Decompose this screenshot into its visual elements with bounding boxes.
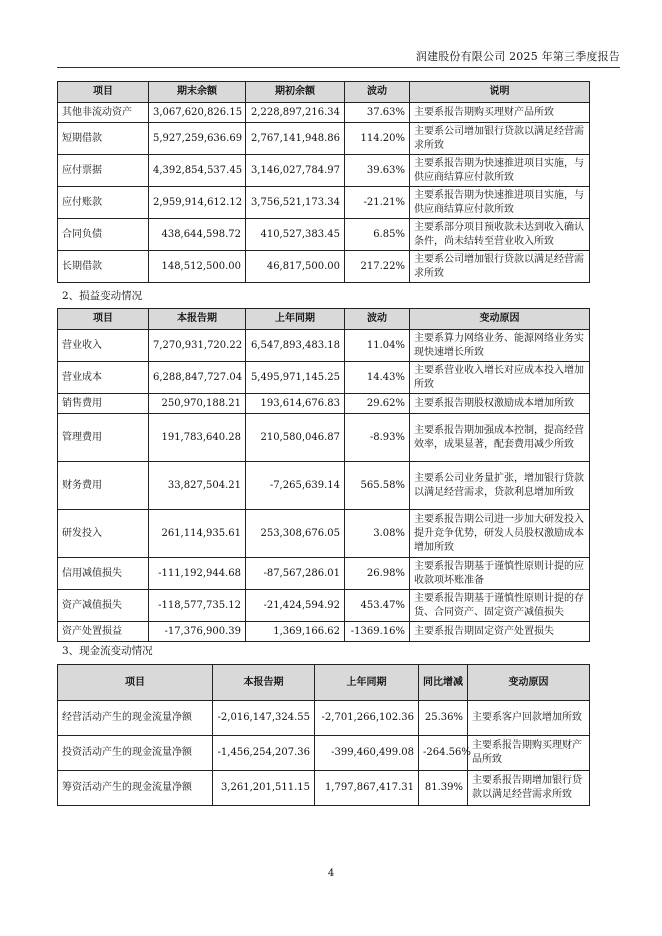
col-header-current-period: 本报告期 [213,665,315,701]
cell-reason: 主要系报告期加强成本控制，提高经营效率，成果显著，配套费用减少所致 [410,414,590,462]
cell-opening: 3,756,521,173.34 [246,187,345,219]
table-row [58,510,590,558]
cell-prior: 6,547,893,483.18 [246,330,345,362]
col-header-item: 项目 [58,82,149,103]
cell-change: 565.58% [345,462,410,510]
col-header-yoy-change: 同比增减 [419,665,468,701]
cell-prior: 253,308,676.05 [246,510,345,558]
cell-current: 7,270,931,720.22 [149,330,246,362]
cell-current: -1,456,254,207.36 [213,736,315,771]
cell-opening: 46,817,500.00 [246,251,345,283]
cell-prior: -2,701,266,102.36 [315,701,419,736]
cell-item: 长期借款 [58,251,149,283]
cell-prior: -7,265,639.14 [246,462,345,510]
cell-reason: 主要系报告期购买理财产品所致 [468,736,590,771]
header-rule [57,67,620,68]
cell-ending: 5,927,259,636.69 [149,123,246,155]
cell-current: 250,970,188.21 [149,394,246,414]
cell-change: 6.85% [345,219,410,251]
cell-reason: 主要系报告期基于谨慎性原则计提的应收款项坏账准备 [410,558,590,590]
cell-note: 主要系报告期为快速推进项目实施，与供应商结算应付款所致 [410,155,590,187]
table-header-row [58,665,590,701]
cell-opening: 2,228,897,216.34 [246,103,345,123]
table-header-row [58,82,590,103]
cell-reason: 主要系报告期股权激励成本增加所致 [410,394,590,414]
cell-note: 主要系报告期购买理财产品所致 [410,103,590,123]
cell-prior: 1,369,166.62 [246,622,345,642]
cell-item: 营业成本 [58,362,149,394]
page-number: 4 [327,868,335,879]
table-row [58,414,590,462]
cell-reason: 主要系报告期固定资产处置损失 [410,622,590,642]
cell-change: -1369.16% [345,622,410,642]
cell-item: 营业收入 [58,330,149,362]
table-row [58,219,590,251]
cell-change: 453.47% [345,590,410,622]
cell-change: -8.93% [345,414,410,462]
cell-item: 资产减值损失 [58,590,149,622]
table-row [58,771,590,806]
table-row [58,187,590,219]
cell-current: 191,783,640.28 [149,414,246,462]
col-header-item: 项目 [58,665,213,701]
cell-change: 37.63% [345,103,410,123]
cell-item: 信用减值损失 [58,558,149,590]
col-header-current-period: 本报告期 [149,309,246,330]
cell-reason: 主要系客户回款增加所致 [468,701,590,736]
table-row [58,330,590,362]
cell-item: 其他非流动资产 [58,103,149,123]
cell-current: -111,192,944.68 [149,558,246,590]
cell-ending: 3,067,620,826.15 [149,103,246,123]
cell-ending: 438,644,598.72 [149,219,246,251]
col-header-change: 波动 [345,82,410,103]
table-row [58,590,590,622]
cell-item: 应付票据 [58,155,149,187]
col-header-reason: 变动原因 [410,309,590,330]
cell-item: 短期借款 [58,123,149,155]
table-header-row [58,309,590,330]
table-row [58,558,590,590]
col-header-prior-period: 上年同期 [315,665,419,701]
cell-item: 筹资活动产生的现金流量净额 [58,771,213,806]
cell-reason: 主要系营业收入增长对应成本投入增加所致 [410,362,590,394]
cell-reason: 主要系算力网络业务、能源网络业务实现快速增长所致 [410,330,590,362]
table-row [58,155,590,187]
cell-opening: 2,767,141,948.86 [246,123,345,155]
table-row [58,394,590,414]
cell-prior: -399,460,499.08 [315,736,419,771]
cell-item: 经营活动产生的现金流量净额 [58,701,213,736]
cell-change: 217.22% [345,251,410,283]
cashflow-change-table [57,664,590,806]
cell-current: -118,577,735.12 [149,590,246,622]
cell-prior: 5,495,971,145.25 [246,362,345,394]
section-title-income: 2、损益变动情况 [62,290,143,302]
table-row [58,103,590,123]
cell-prior: -21,424,594.92 [246,590,345,622]
cell-change: 39.63% [345,155,410,187]
table-row [58,462,590,510]
cell-ending: 4,392,854,537.45 [149,155,246,187]
col-header-opening-balance: 期初余额 [246,82,345,103]
cell-change: 114.20% [345,123,410,155]
cell-prior: -87,567,286.01 [246,558,345,590]
section-title-cashflow: 3、现金流变动情况 [62,645,153,657]
cell-change: 81.39% [419,771,468,806]
table-row [58,701,590,736]
table-row [58,736,590,771]
cell-prior: 1,797,867,417.31 [315,771,419,806]
cell-reason: 主要系报告期增加银行贷款以满足经营需求所致 [468,771,590,806]
cell-current: 3,261,201,511.15 [213,771,315,806]
table-row [58,622,590,642]
cell-item: 销售费用 [58,394,149,414]
cell-opening: 3,146,027,784.97 [246,155,345,187]
cell-current: -2,016,147,324.55 [213,701,315,736]
cell-current: 261,114,935.61 [149,510,246,558]
table-row [58,251,590,283]
cell-current: 33,827,504.21 [149,462,246,510]
col-header-ending-balance: 期末余额 [149,82,246,103]
cell-current: -17,376,900.39 [149,622,246,642]
cell-change: -21.21% [345,187,410,219]
cell-change: 25.36% [419,701,468,736]
col-header-note: 说明 [410,82,590,103]
cell-change: 11.04% [345,330,410,362]
cell-reason: 主要系报告期公司进一步加大研发投入提升竞争优势，研发人员股权激励成本增加所致 [410,510,590,558]
cell-opening: 410,527,383.45 [246,219,345,251]
cell-item: 合同负债 [58,219,149,251]
cell-change: -264.56% [419,736,468,771]
cell-current: 6,288,847,727.04 [149,362,246,394]
col-header-item: 项目 [58,309,149,330]
cell-note: 主要系报告期为快速推进项目实施，与供应商结算应付款所致 [410,187,590,219]
cell-change: 3.08% [345,510,410,558]
balance-change-table [57,81,590,283]
cell-ending: 2,959,914,612.12 [149,187,246,219]
cell-note: 主要系部分项目预收款未达到收入确认条件，尚未结转至营业收入所致 [410,219,590,251]
col-header-prior-period: 上年同期 [246,309,345,330]
cell-item: 投资活动产生的现金流量净额 [58,736,213,771]
cell-prior: 193,614,676.83 [246,394,345,414]
cell-item: 财务费用 [58,462,149,510]
cell-item: 应付账款 [58,187,149,219]
cell-reason: 主要系报告期基于谨慎性原则计提的存货、合同资产、固定资产减值损失 [410,590,590,622]
report-header: 润建股份有限公司 2025 年第三季度报告 [415,50,620,63]
income-change-table [57,308,590,642]
table-row [58,362,590,394]
cell-item: 管理费用 [58,414,149,462]
cell-change: 26.98% [345,558,410,590]
cell-change: 14.43% [345,362,410,394]
col-header-change: 波动 [345,309,410,330]
cell-ending: 148,512,500.00 [149,251,246,283]
cell-prior: 210,580,046.87 [246,414,345,462]
cell-change: 29.62% [345,394,410,414]
cell-reason: 主要系公司业务量扩张，增加银行贷款以满足经营需求，贷款利息增加所致 [410,462,590,510]
cell-item: 研发投入 [58,510,149,558]
cell-note: 主要系公司增加银行贷款以满足经营需求所致 [410,123,590,155]
cell-note: 主要系公司增加银行贷款以满足经营需求所致 [410,251,590,283]
col-header-reason: 变动原因 [468,665,590,701]
cell-item: 资产处置损益 [58,622,149,642]
table-row [58,123,590,155]
